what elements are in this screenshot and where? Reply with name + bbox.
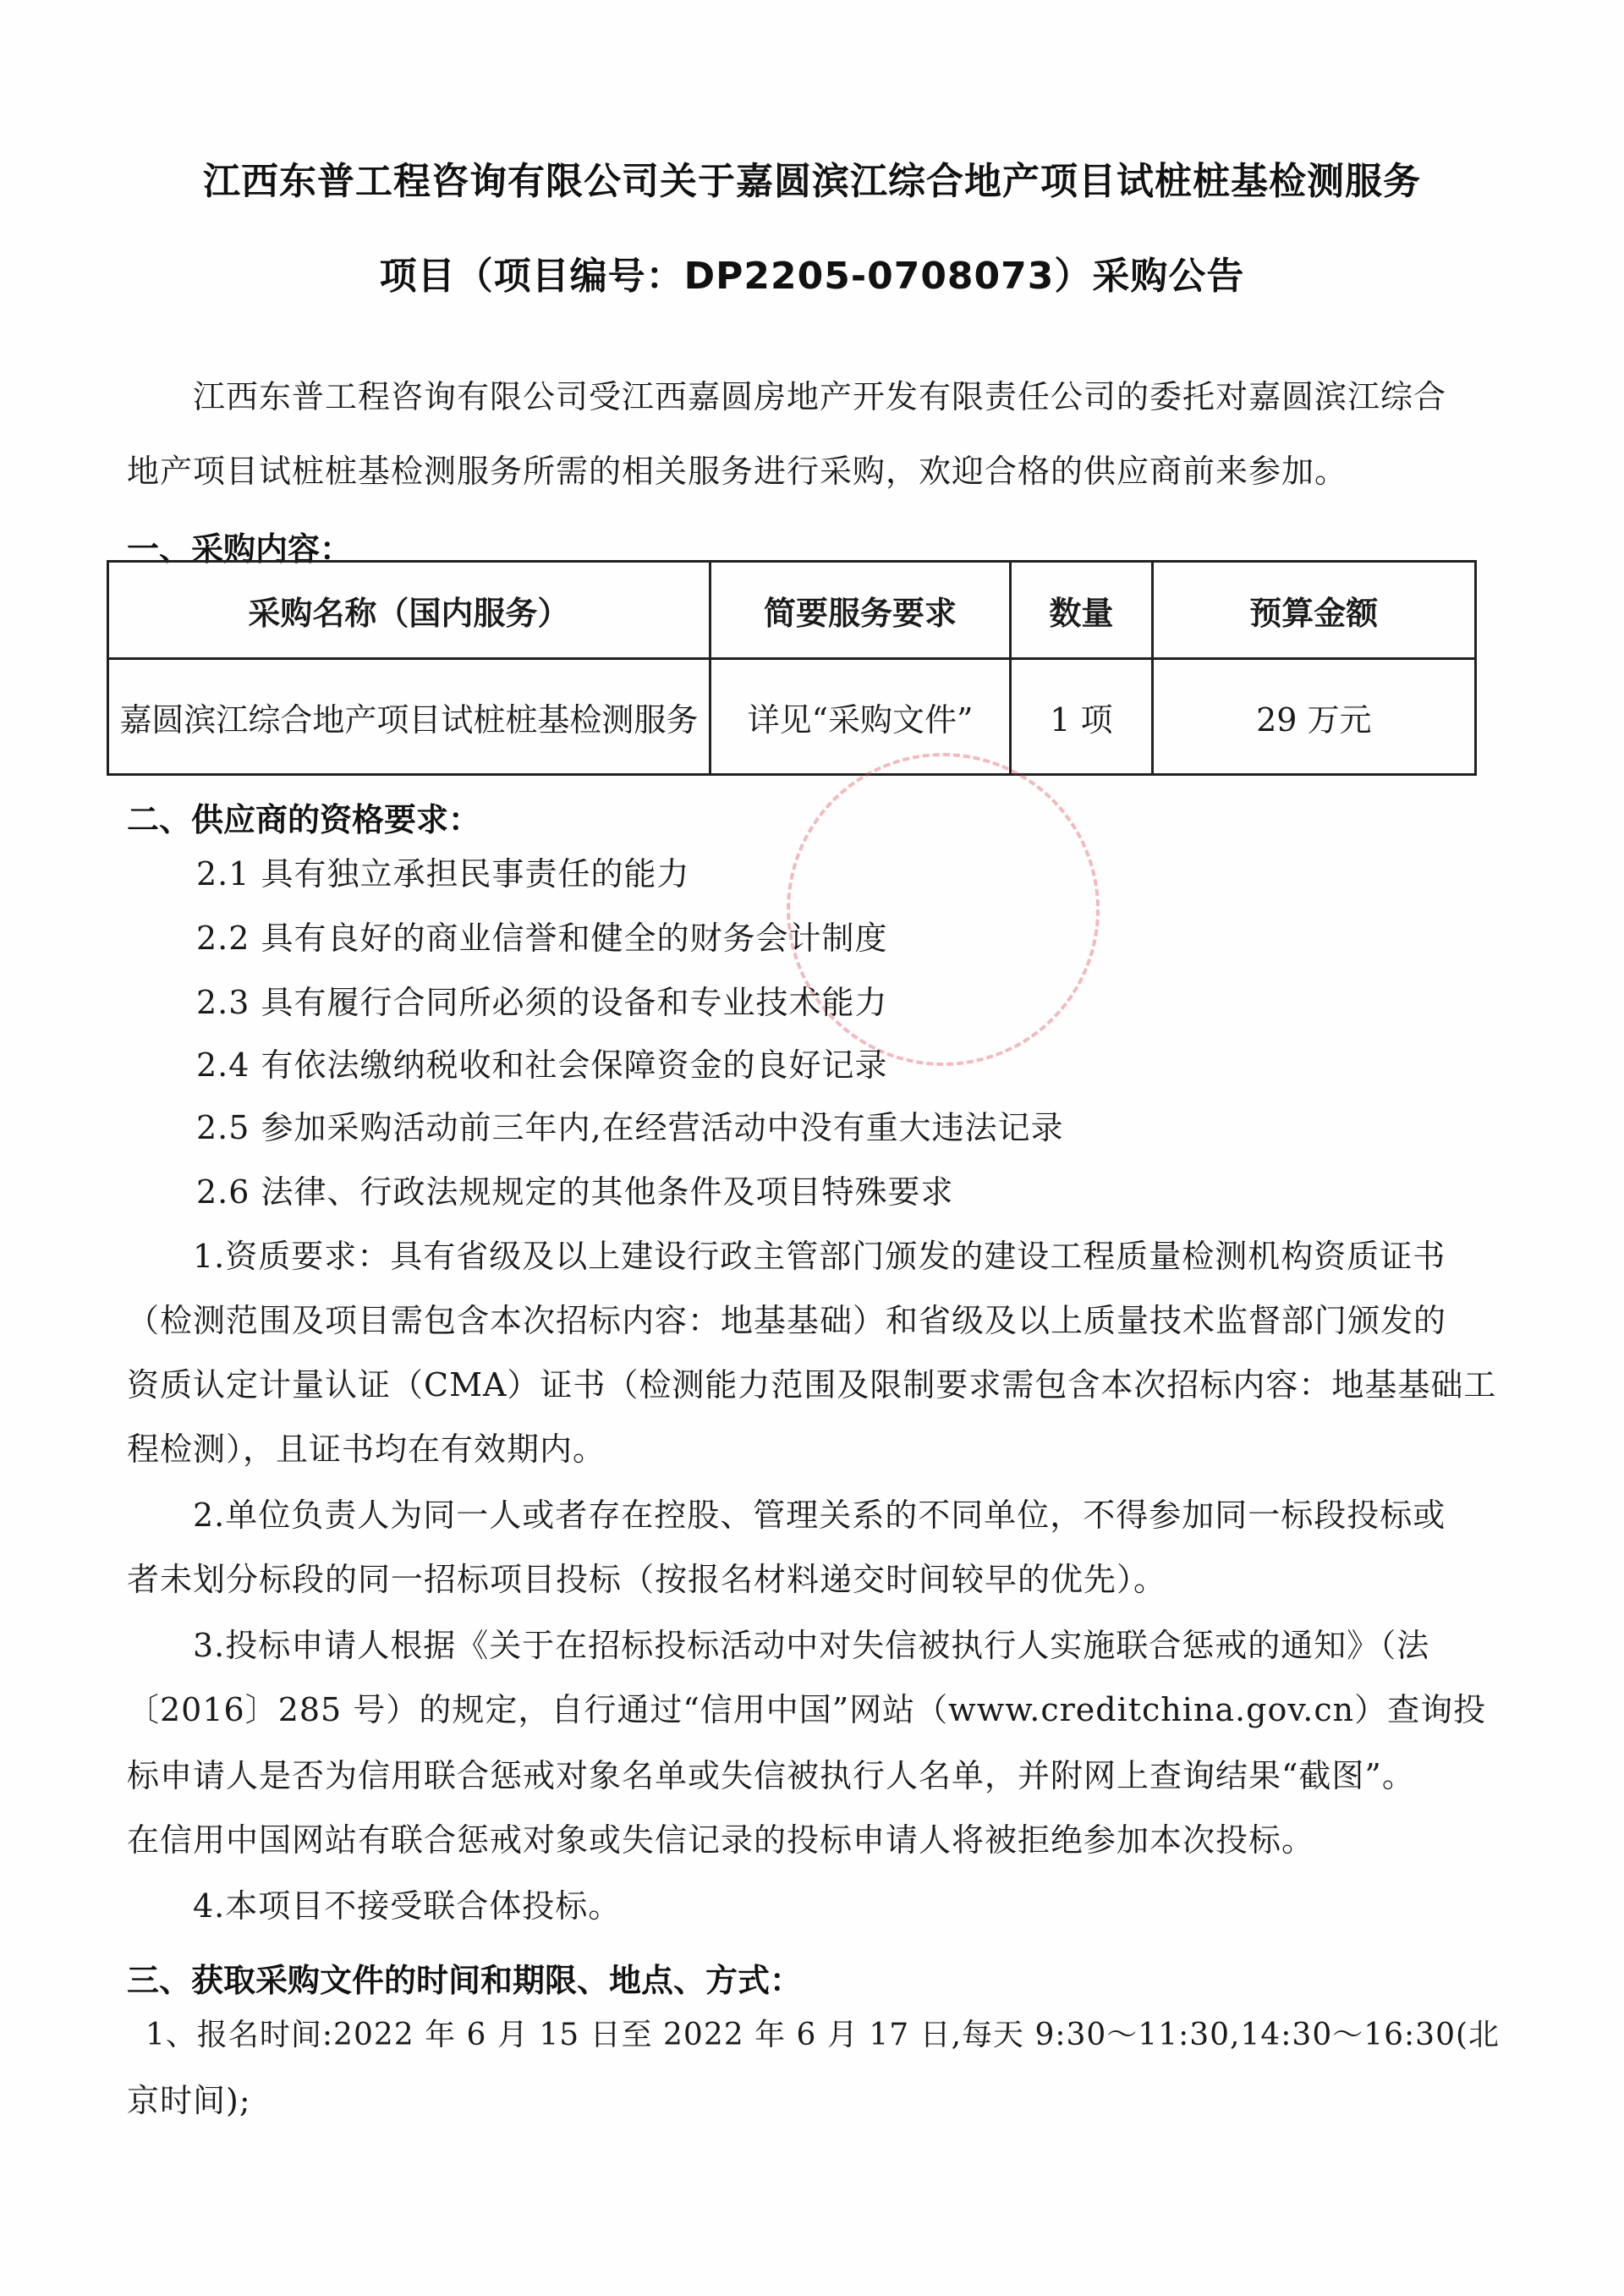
intro-line-2: 地产项目试桩桩基检测服务所需的相关服务进行采购，欢迎合格的供应商前来参加。 [127,453,1348,490]
intro-line-1: 江西东普工程咨询有限公司受江西嘉圆房地产开发有限责任公司的委托对嘉圆滨江综合 [193,378,1447,415]
requirement-2-line: 2.单位负责人为同一人或者存在控股、管理关系的不同单位，不得参加同一标段投标或 [193,1497,1446,1534]
table-header-cell: 采购名称（国内服务） [108,562,710,659]
procurement-table [107,560,1477,776]
table-header-row [108,562,1476,659]
table-cell: 29 万元 [1152,659,1475,775]
registration-time-line: 京时间); [127,2082,251,2119]
table-header-cell: 预算金额 [1152,562,1475,659]
registration-time-line: 1、报名时间:2022 年 6 月 15 日至 2022 年 6 月 17 日,每天 9:30～11:30,14:30～16:30(北 [145,2018,1501,2052]
qualification-item: 2.1 具有独立承担民事责任的能力 [196,855,690,893]
qualification-item: 2.5 参加采购活动前三年内,在经营活动中没有重大违法记录 [196,1109,1064,1146]
section-3-heading: 三、获取采购文件的时间和期限、地点、方式： [127,1962,803,1999]
qualification-item: 2.4 有依法缴纳税收和社会保障资金的良好记录 [196,1046,888,1084]
requirement-3-line: 在信用中国网站有联合惩戒对象或失信记录的投标申请人将被拒绝参加本次投标。 [127,1821,1315,1859]
table-row [108,659,1476,775]
table-header-cell: 简要服务要求 [710,562,1010,659]
requirement-2-line: 者未划分标段的同一招标项目投标（按报名材料递交时间较早的优先）。 [127,1561,1167,1598]
requirement-3-line: 标申请人是否为信用联合惩戒对象名单或失信被执行人名单，并附网上查询结果“截图”。 [127,1757,1415,1794]
section-2-heading: 二、供应商的资格要求： [127,801,481,838]
document-title-line-1: 江西东普工程咨询有限公司关于嘉圆滨江综合地产项目试桩桩基检测服务 [203,160,1421,203]
qualification-item: 2.2 具有良好的商业信誉和健全的财务会计制度 [196,920,888,957]
table-cell: 详见“采购文件” [710,659,1010,775]
requirement-3-line: 3.投标申请人根据《关于在招标投标活动中对失信被执行人实施联合惩戒的通知》（法 [193,1627,1430,1664]
requirement-1-line: （检测范围及项目需包含本次招标内容：地基基础）和省级及以上质量技术监督部门颁发的 [127,1302,1447,1339]
requirement-1-line: 1.资质要求：具有省级及以上建设行政主管部门颁发的建设工程质量检测机构资质证书 [193,1238,1446,1275]
document-title-line-2: 项目（项目编号：DP2205-0708073）采购公告 [379,255,1245,298]
requirement-4-line: 4.本项目不接受联合体投标。 [193,1887,622,1925]
section-1-heading: 一、采购内容： [127,530,353,568]
table-cell: 1 项 [1011,659,1152,775]
requirement-3-line: 〔2016〕285 号）的规定，自行通过“信用中国”网站（www.creditchina.gov.cn）查询投 [127,1691,1487,1728]
table-cell: 嘉圆滨江综合地产项目试桩桩基检测服务 [108,659,710,775]
requirement-1-line: 程检测），且证书均在有效期内。 [127,1431,606,1468]
requirement-1-line: 资质认定计量认证（CMA）证书（检测能力范围及限制要求需包含本次招标内容：地基基础工 [127,1366,1497,1403]
qualification-item: 2.6 法律、行政法规规定的其他条件及项目特殊要求 [196,1173,954,1211]
qualification-item: 2.3 具有履行合同所必须的设备和专业技术能力 [196,984,888,1021]
table-header-cell: 数量 [1011,562,1152,659]
